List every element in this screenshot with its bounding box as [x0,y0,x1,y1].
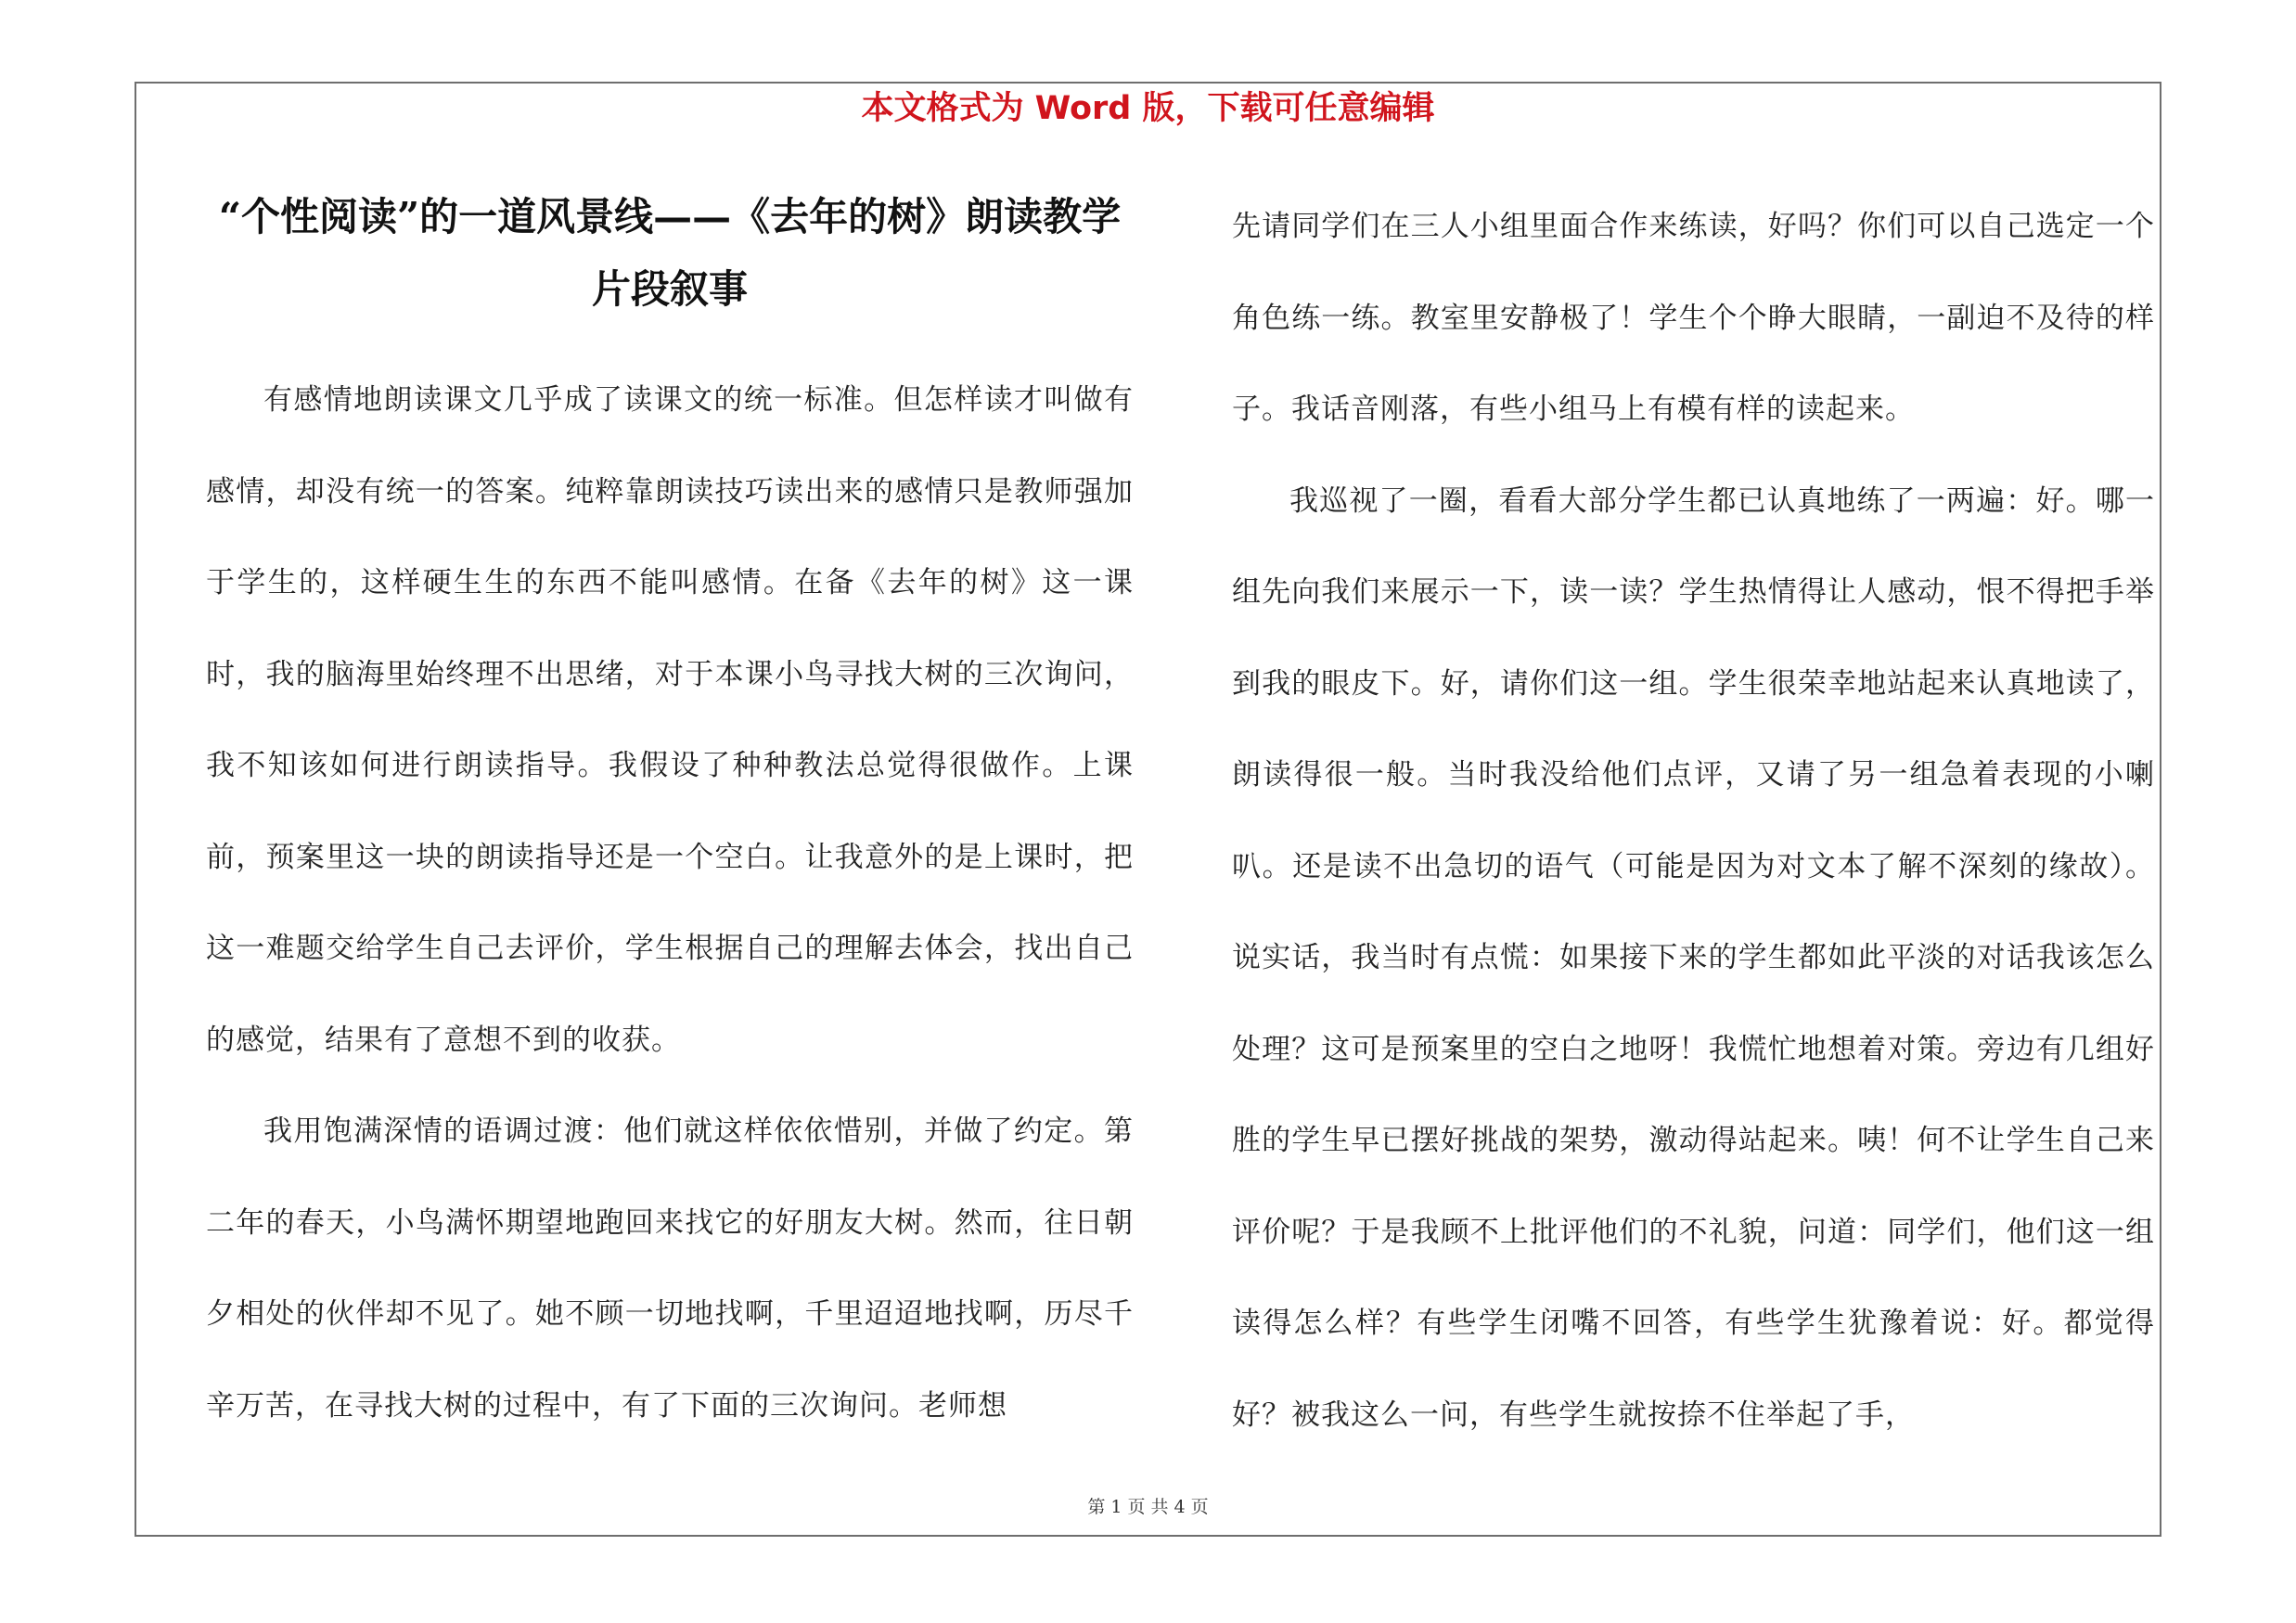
body-paragraph: 有感情地朗读课文几乎成了读课文的统一标准。但怎样读才叫做有感情，却没有统一的答案。纯粹靠朗读技巧读出来的感情只是教师强加于学生的，这样硬生生的东西不能叫感情。在备《去年的树》这一课时，我的脑海里始终理不出思绪，对于本课小鸟寻找大树的三次询问，我不知该如何进行朗读指导。我假设了种种教法总觉得很做作。上课前，预案里这一块的朗读指导还是一个空白。让我意外的是上课时，把这一难题交给学生自己去评价，学生根据自己的理解去体会，找出自己的感觉，结果有了意想不到的收获。 [206,383,1134,1057]
editable-format-banner: 本文格式为 Word 版，下载可任意编辑 [861,90,1435,127]
page-number-footer: 第 1 页 共 4 页 [1087,1497,1209,1517]
body-paragraph: 我巡视了一圈，看看大部分学生都已认真地练了一两遍：好。哪一组先向我们来展示一下，读一读？学生热情得让人感动，恨不得把手举到我的眼皮下。好，请你们这一组。学生很荣幸地站起来认真地读了，朗读得很一般。当时我没给他们点评，又请了另一组急着表现的小喇叭。还是读不出急切的语气（可能是因为对文本了解不深刻的缘故）。说实话，我当时有点慌：如果接下来的学生都如此平淡的对话我该怎么处理？这可是预案里的空白之地呀！我慌忙地想着对策。旁边有几组好胜的学生早已摆好挑战的架势，激动得站起来。咦！何不让学生自己来评价呢？于是我顾不上批评他们的不礼貌，问道：同学们，他们这一组读得怎么样？有些学生闭嘴不回答，有些学生犹豫着说：好。都觉得好？被我这么一问，有些学生就按捺不住举起了手， [1232,483,2155,1432]
body-paragraph: 我用饱满深情的语调过渡：他们就这样依依惜别，并做了约定。第二年的春天，小鸟满怀期望地跑回来找它的好朋友大树。然而，往日朝夕相处的伙伴却不见了。她不顾一切地找啊，千里迢迢地找啊，历尽千辛万苦，在寻找大树的过程中，有了下面的三次询问。老师想 [206,1114,1134,1423]
right-column [1232,181,2155,1461]
document-title: “个性阅读”的一道风景线——《去年的树》朗读教学片段叙事 [218,194,1122,312]
body-paragraph-continued: 先请同学们在三人小组里面合作来练读，好吗？你们可以自己选定一个角色练一练。教室里安静极了！学生个个睁大眼睛，一副迫不及待的样子。我话音刚落，有些小组马上有模有样的读起来。 [1232,210,2155,426]
left-column [206,181,1134,1451]
